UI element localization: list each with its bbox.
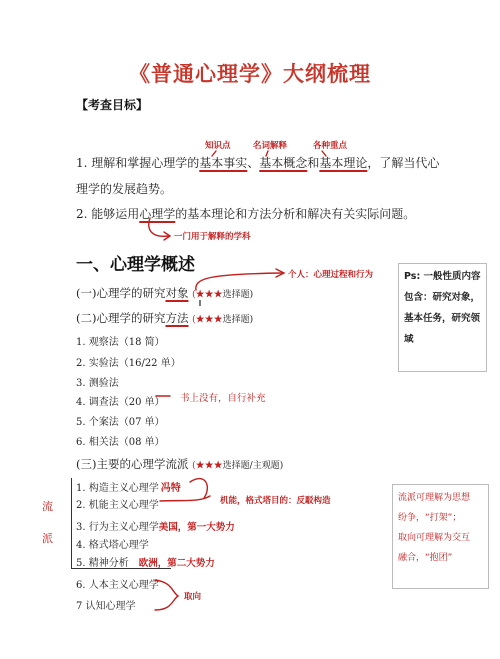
school-item-humanism: 6. 人本主义心理学: [76, 580, 159, 591]
goal2-line: [76, 205, 415, 222]
section-label: 【考查目标】: [76, 98, 149, 112]
school-item-cognitive: 7 认知心理学: [76, 601, 136, 612]
method-item-survey: 4. 调查法（20 单）: [76, 397, 165, 408]
school-item-behaviorism: [76, 518, 235, 533]
school-structuralism-label: 1. 构造主义心理学: [76, 483, 159, 494]
sub3-line: [76, 456, 283, 472]
note-box-schools: [392, 484, 489, 589]
method-item-test: 3. 测验法: [76, 378, 119, 389]
annotation-orientation: 取向: [184, 592, 202, 602]
goal1-suffix: ，了解当代心: [367, 156, 440, 170]
annotation-functionalism: 机能，格式塔目的：反駁构造: [220, 496, 331, 506]
goal1-term2: 基本概念: [259, 156, 308, 170]
goal2-prefix: 2. 能够运用: [76, 207, 140, 221]
sub1-line: [76, 285, 253, 301]
school-behaviorism-label: 3. 行为主义心理学: [76, 522, 159, 533]
heading-overview: 一、心理学概述: [76, 255, 195, 275]
method-item-correlation: 6. 相关法（08 单）: [76, 437, 165, 448]
sub2-stars: (★★★: [192, 315, 223, 325]
sub1-tail: 选择题): [222, 290, 254, 300]
side-label-liu: 流: [42, 500, 53, 513]
school-psychoanalysis-label: 5. 精神分析: [76, 558, 129, 569]
sub3-tail: 选择题/主观题): [222, 461, 284, 471]
annotation-behaviorism: 美国，第一大势力: [158, 522, 235, 533]
box2-line2: 纷争，“打架”；: [398, 513, 462, 523]
method-item-observation: 1. 观察法（18 简）: [76, 337, 165, 348]
annotation-object: 个人：心理过程和行为: [288, 270, 374, 280]
box1-line2: 包含：研究对象，: [404, 292, 481, 303]
school-item-structuralism: [76, 479, 181, 494]
goal1-sep1: 、: [247, 156, 260, 170]
goal1-prefix: 1. 理解和掌握心理学的: [76, 156, 200, 170]
school-item-functionalism: 2. 机能主义心理学: [76, 500, 159, 511]
goal1-term1: 基本事实: [199, 156, 248, 170]
sub3-prefix: (三)主要的心理学流派: [76, 457, 189, 471]
annotation-wundt: 冯特: [160, 483, 181, 494]
sub1-prefix: (一)心理学的研究: [76, 286, 166, 300]
goal1-line2: 理学的发展趋势。: [76, 182, 173, 196]
box2-line3: 取向可理解为交互: [398, 533, 471, 543]
box1-line3: 基本任务，研究领: [404, 313, 481, 324]
sub2-term: 方法: [165, 311, 189, 325]
side-label-pai: 派: [42, 532, 53, 545]
annotation-term2: 名词解释: [253, 141, 288, 151]
method-item-case: 5. 个案法（07 单）: [76, 417, 165, 428]
box2-line1: 流派可理解为思想: [398, 493, 471, 503]
annotation-psychoanalysis: 欧洲，第二大势力: [138, 558, 215, 569]
goal1-sep2: 和: [307, 156, 320, 170]
method-item-experiment: 2. 实验法（16/22 单）: [76, 358, 181, 369]
box2-line4: 融合，“抱团”: [398, 553, 453, 563]
goal1-line1: [76, 154, 439, 171]
annotation-psychology: 一门用于解释的学科: [174, 232, 251, 242]
box1-line4: 域: [404, 334, 414, 345]
sub1-term: 对象: [165, 286, 189, 300]
school-item-psychoanalysis: [76, 554, 215, 569]
goal2-suffix: 的基本理论和方法分析和解决有关实际问题。: [175, 207, 416, 221]
goal1-term3: 基本理论: [319, 156, 368, 170]
sub2-tail: 选择题): [222, 315, 254, 325]
box1-line1: Ps: 一般性质内容: [404, 271, 481, 282]
annotation-term1: 知识点: [205, 141, 231, 151]
goal2-term: 心理学: [139, 207, 176, 221]
schools-bracket: [71, 478, 72, 568]
school-item-gestalt: 4. 格式塔心理学: [76, 540, 149, 551]
note-box-scope: [398, 263, 487, 372]
sub2-line: [76, 310, 253, 326]
sub2-prefix: (二)心理学的研究: [76, 311, 166, 325]
annotation-survey: 书上没有，自行补充: [180, 393, 266, 404]
sub3-stars: (★★★: [192, 461, 223, 471]
annotation-term3: 各种重点: [313, 141, 348, 151]
sub1-stars: (★★★: [192, 290, 223, 300]
page-title: 《普通心理学》大纲梳理: [129, 61, 371, 86]
